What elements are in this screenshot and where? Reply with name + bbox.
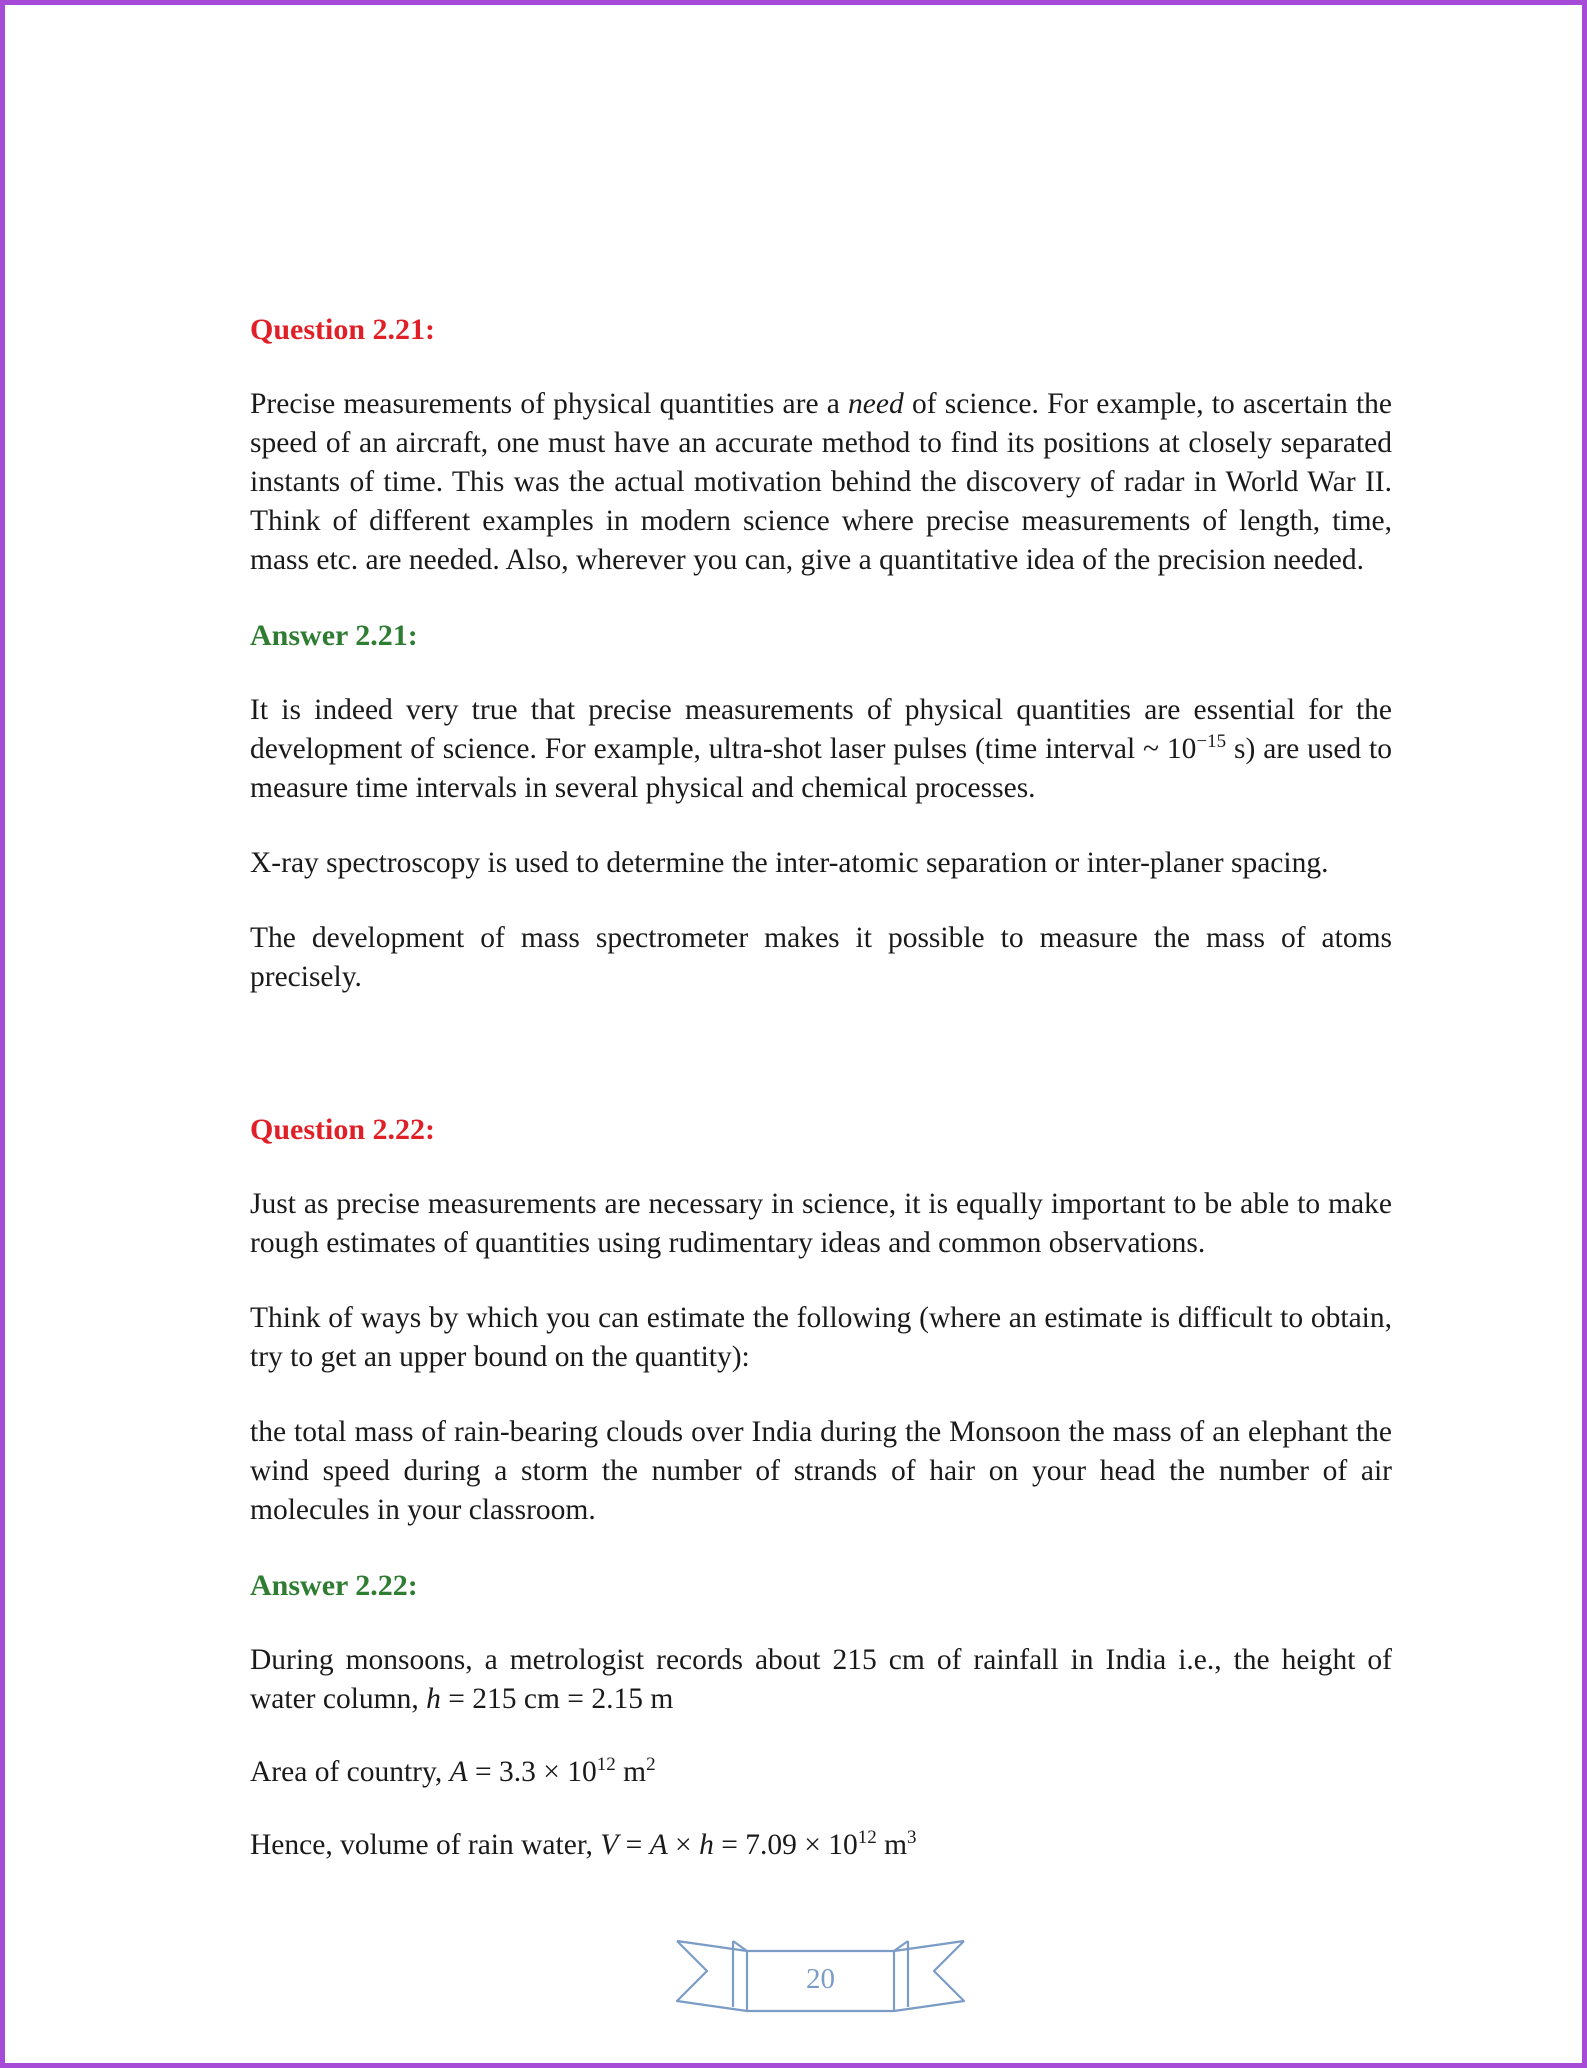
a22-exponent: 12 xyxy=(857,1827,877,1848)
a22-text-part: × xyxy=(667,1829,700,1861)
answer-2-21-paragraph-2: X-ray spectroscopy is used to determine the inter-atomic separation or inter-planer spacing. xyxy=(250,847,1329,879)
answer-2-21-paragraph-3: The development of mass spectrometer makes it possible to measure the mass of atoms precisely. xyxy=(250,922,1392,993)
a21-exponent: −15 xyxy=(1196,731,1227,752)
question-2-22-paragraph-2: Think of ways by which you can estimate the following (where an estimate is difficult to obtain, try to get an upper bound on the quantity): xyxy=(250,1302,1392,1373)
answer-2-22-paragraph-3 xyxy=(250,1826,1392,1865)
answer-2-22-paragraph-1 xyxy=(250,1641,1392,1719)
answer-2-22-heading: Answer 2.22: xyxy=(250,1569,418,1602)
a22-text-part: = 7.09 × 10 xyxy=(713,1829,858,1861)
a22-variable-a: A xyxy=(649,1829,668,1861)
answer-2-21-heading: Answer 2.21: xyxy=(250,619,418,652)
question-2-22-paragraph-1: Just as precise measurements are necessary in science, it is equally important to be able to make rough estimates of quantities using rudimentary ideas and common observations. xyxy=(250,1188,1392,1259)
question-2-22-heading: Question 2.22: xyxy=(250,1113,436,1146)
a22-exponent: 3 xyxy=(907,1827,917,1848)
page-number: 20 xyxy=(806,1963,835,1995)
a22-text-part: = 215 cm = 2.15 m xyxy=(440,1683,674,1715)
a21-text-part: s) are used to measure time intervals in several physical and chemical processes. xyxy=(250,733,1392,804)
a22-variable-h: h xyxy=(699,1829,714,1861)
question-2-21-heading: Question 2.21: xyxy=(250,313,436,346)
a22-variable-v: V xyxy=(600,1829,619,1861)
a21-text-part: It is indeed very true that precise measurements of physical quantities are essential for the development of science. For example, ultra-shot laser pulses (time interval ~ 10 xyxy=(250,694,1392,765)
a22-variable-h: h xyxy=(426,1683,441,1715)
content xyxy=(250,310,1392,1865)
q21-text-part: of science. For example, to ascertain the speed of an aircraft, one must have an accurate method to find its positions at closely separated instants of time. This was the actual motivation behind the discovery of radar in World War II. Think of different examples in modern science where precise measurements of length, time, mass etc. are needed. Also, wherever you can, give a quantitative idea of the precision needed. xyxy=(250,388,1392,576)
a22-text-part: = 3.3 × 10 xyxy=(467,1756,597,1788)
a22-variable-a: A xyxy=(449,1756,468,1788)
page-footer xyxy=(673,1937,968,2017)
q21-text-part: Precise measurements of physical quantities are a xyxy=(250,388,849,420)
answer-2-22-paragraph-2 xyxy=(250,1753,1392,1792)
question-2-21-text xyxy=(250,385,1392,580)
a22-exponent: 2 xyxy=(646,1754,656,1775)
a22-text-part: m xyxy=(615,1756,647,1788)
question-2-22-paragraph-3: the total mass of rain-bearing clouds over India during the Monsoon the mass of an elephant the wind speed during a storm the number of strands of hair on your head the number of air molecules in your classroom. xyxy=(250,1416,1392,1526)
a22-exponent: 12 xyxy=(596,1754,616,1775)
q21-emphasis: need xyxy=(848,388,904,420)
a22-text-part: Hence, volume of rain water, xyxy=(250,1829,601,1861)
answer-2-21-paragraph-1 xyxy=(250,691,1392,808)
a22-text-part: m xyxy=(876,1829,908,1861)
a22-text-part: During monsoons, a metrologist records about 215 cm of rainfall in India i.e., the height of water column, xyxy=(250,1644,1392,1715)
a22-text-part: Area of country, xyxy=(250,1756,450,1788)
a22-text-part: = xyxy=(618,1829,650,1861)
